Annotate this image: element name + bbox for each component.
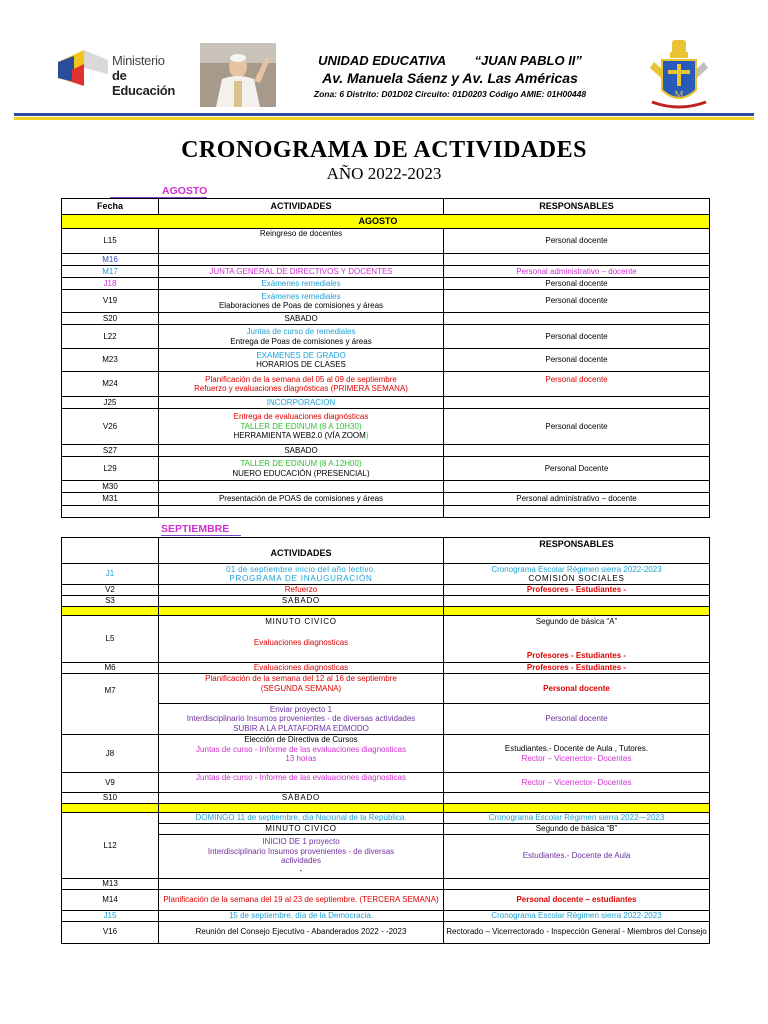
- responsible-cell: Personal administrativo – docente: [444, 493, 710, 506]
- agosto-table: [61, 198, 710, 518]
- fecha-cell: M24: [62, 372, 159, 397]
- activity-cell: Refuerzo: [159, 585, 444, 596]
- activity-cell: [159, 349, 444, 372]
- activity-cell: JUNTA GENERAL DE DIRECTIVOS Y DOCENTES: [159, 266, 444, 278]
- table-row: [62, 313, 710, 325]
- separator-cell: [444, 804, 710, 813]
- pope-photo: [200, 43, 276, 107]
- header-divider-yellow: [14, 117, 754, 120]
- fecha-cell: M31: [62, 493, 159, 506]
- fecha-cell: M13: [62, 878, 159, 889]
- responsible-cell: Estudiantes.- Docente de Aula: [444, 834, 710, 878]
- activity-text: TALLER DE EDINUM (8 A 12H00): [240, 459, 362, 468]
- activity-cell: SABADO: [159, 596, 444, 607]
- table-row: [62, 635, 710, 663]
- responsible-cell: Personal docente: [444, 325, 710, 349]
- responsible-text: Rector – Vicerrector- Docentes: [521, 753, 632, 763]
- responsible-cell: [444, 735, 710, 773]
- responsible-cell: Segundo de básica “B”: [444, 824, 710, 835]
- responsible-cell: Segundo de básica “A”: [444, 616, 710, 635]
- col-responsables: RESPONSABLES: [444, 199, 710, 215]
- separator-cell: [62, 804, 159, 813]
- responsible-cell: Personal docente – estudiantes: [444, 889, 710, 910]
- activity-cell: Exámenes remediales: [159, 278, 444, 290]
- responsible-cell: Personal docente: [444, 290, 710, 313]
- table-row: [62, 596, 710, 607]
- responsible-cell: Cronograma Escolar Régimen sierra 2022—2023: [444, 813, 710, 824]
- ministry-logo-icon: [58, 48, 110, 88]
- responsible-cell: Profesores - Estudiantes -: [444, 663, 710, 674]
- table-row: [62, 409, 710, 445]
- activity-cell: INCORPORACION: [159, 397, 444, 409]
- table-row: [62, 674, 710, 704]
- activity-cell: SABADO: [159, 445, 444, 457]
- fecha-cell: S3: [62, 596, 159, 607]
- activity-cell: Presentación de POAS de comisiones y áreas: [159, 493, 444, 506]
- activity-text: Entrega de Poas de comisiones y áreas: [230, 336, 372, 346]
- septiembre-header-row: [62, 538, 710, 564]
- fecha-cell: M16: [62, 254, 159, 266]
- table-row: [62, 493, 710, 506]
- fecha-cell: V26: [62, 409, 159, 445]
- responsible-cell: Profesores - Estudiantes -: [444, 635, 710, 663]
- table-row: [62, 254, 710, 266]
- activity-cell: SÁBADO: [159, 793, 444, 804]
- empty-cell: [444, 506, 710, 518]
- table-row: [62, 372, 710, 397]
- table-row: [62, 735, 710, 773]
- activity-cell: [159, 834, 444, 878]
- responsible-cell: Personal administrativo – docente: [444, 266, 710, 278]
- activity-text: NUERO EDUCACIÓN (PRESENCIAL): [232, 468, 370, 478]
- responsible-cell: Cronograma Escolar Régimen sierra 2022-2023: [444, 910, 710, 921]
- activity-cell: SABADO: [159, 313, 444, 325]
- activity-cell: [159, 457, 444, 481]
- col-actividades: ACTIVIDADES: [159, 538, 444, 564]
- agosto-label-text: AGOSTO: [110, 185, 207, 198]
- activity-cell: Reunión del Consejo Ejecutivo - Abanderados 2022 - -2023: [159, 921, 444, 943]
- activity-text: (SEGUNDA SEMANA): [260, 683, 342, 693]
- fecha-cell: M17: [62, 266, 159, 278]
- activity-cell: [159, 704, 444, 735]
- activity-text: Juntas de curso - Informe de las evaluaciones diagnosticas: [196, 744, 406, 754]
- fecha-cell: J25: [62, 397, 159, 409]
- fecha-cell: L15: [62, 229, 159, 254]
- activity-text: Interdisciplinario Insumos provenientes - de diversas: [207, 846, 395, 856]
- activity-text: 01 de septiembre inicio del año lectivo.: [226, 564, 376, 574]
- fecha-cell: V19: [62, 290, 159, 313]
- table-row: [62, 290, 710, 313]
- fecha-cell: V16: [62, 921, 159, 943]
- activity-cell: MINUTO CIVICO: [159, 824, 444, 835]
- responsible-cell: Personal docente: [444, 229, 710, 254]
- activity-text: Planificación de la semana del 12 al 16 de septiembre: [205, 674, 397, 683]
- col-fecha: Fecha: [62, 199, 159, 215]
- activity-cell: [159, 878, 444, 889]
- agosto-band: AGOSTO: [159, 215, 710, 229]
- activity-text: 13 horas: [285, 754, 317, 763]
- separator-cell: [159, 607, 444, 616]
- fecha-cell: L29: [62, 457, 159, 481]
- table-row: [62, 585, 710, 596]
- table-row: [62, 793, 710, 804]
- activity-text: Elección de Directiva de Cursos: [244, 735, 358, 744]
- responsible-cell: [444, 481, 710, 493]
- table-row: [62, 325, 710, 349]
- ministry-line-2: de Educación: [112, 68, 176, 98]
- activity-text: SUBIR A LA PLATAFORMA EDMODO: [233, 723, 369, 733]
- ministry-logo-text: [112, 53, 188, 98]
- activity-cell: [159, 674, 444, 704]
- activity-cell: DOMINGO 11 de septiembre, día Nacional de la República.: [159, 813, 444, 824]
- activity-text: Elaboraciones de Poas de comisiones y áreas: [218, 301, 384, 310]
- pope-photo-icon: [200, 43, 276, 107]
- responsible-text: Estudiantes.- Docente de Aula , Tutores.: [504, 744, 649, 753]
- table-row: [62, 564, 710, 585]
- septiembre-label-text: SEPTIEMBRE: [161, 523, 241, 536]
- table-row: [62, 663, 710, 674]
- activity-text: EXAMENES DE GRADO: [256, 350, 346, 360]
- activity-text: Exámenes remediales: [261, 291, 341, 301]
- fecha-cell: J15: [62, 910, 159, 921]
- col-actividades: ACTIVIDADES: [159, 199, 444, 215]
- septiembre-table: [61, 537, 710, 944]
- activity-cell: [159, 409, 444, 445]
- responsible-cell: Personal Docente: [444, 457, 710, 481]
- empty-cell: [159, 506, 444, 518]
- fecha-cell: J1: [62, 564, 159, 585]
- responsible-text: Cronograma Escolar Régimen sierra 2022-2023: [491, 564, 662, 574]
- responsible-text: COMISIÓN SOCIALES: [528, 574, 625, 583]
- band-cell-left: [62, 215, 159, 229]
- col-fecha-empty: [62, 538, 159, 564]
- responsible-cell: Personal docente: [444, 409, 710, 445]
- fecha-cell: S20: [62, 313, 159, 325]
- activity-cell: [159, 564, 444, 585]
- table-row: [62, 349, 710, 372]
- table-row: [62, 704, 710, 735]
- activity-cell: [159, 229, 444, 254]
- activity-text: Refuerzo y evaluaciones diagnósticas (PRIMERA SEMANA): [194, 384, 408, 393]
- activity-cell: Juntas de curso - Informe de las evaluaciones diagnosticas: [159, 773, 444, 793]
- ministry-logo: [58, 48, 188, 98]
- fecha-cell: L12: [62, 813, 159, 879]
- table-row: [62, 445, 710, 457]
- table-row: [62, 834, 710, 878]
- separator-cell: [62, 607, 159, 616]
- empty-cell: [62, 506, 159, 518]
- activity-cell: [159, 254, 444, 266]
- school-name: UNIDAD EDUCATIVA “JUAN PABLO II”: [318, 53, 582, 68]
- activity-text: Reingreso de docentes: [259, 229, 343, 238]
- activity-text: HORARIOS DE CLASES: [256, 360, 346, 369]
- table-row: [62, 481, 710, 493]
- activity-text: Planificación de la semana del 05 al 09 de septiembre: [205, 374, 397, 384]
- responsible-cell: [444, 445, 710, 457]
- responsible-cell: [444, 793, 710, 804]
- responsible-cell: Rectorado – Vicerrectorado - Inspección General - Miembros del Consejo: [444, 921, 710, 943]
- table-row: [62, 457, 710, 481]
- activity-text: -: [299, 865, 303, 875]
- responsible-cell: [444, 878, 710, 889]
- fecha-cell: V9: [62, 773, 159, 793]
- table-row: [62, 773, 710, 793]
- activity-cell: 15 de septiembre, día de la Democracia.: [159, 910, 444, 921]
- separator-cell: [444, 607, 710, 616]
- table-row: [62, 824, 710, 835]
- fecha-cell: J8: [62, 735, 159, 773]
- fecha-cell: M7: [62, 674, 159, 735]
- agosto-header-row: [62, 199, 710, 215]
- activity-text: Entrega de evaluaciones diagnósticas: [233, 412, 369, 422]
- activity-text: Enviar proyecto 1: [269, 704, 333, 714]
- responsible-cell: Personal docente: [444, 349, 710, 372]
- activity-text: PROGRAMA DE INAUGURACIÓN: [229, 574, 373, 583]
- activity-text: INICIO DE 1 proyecto: [262, 837, 340, 846]
- activity-cell: [159, 325, 444, 349]
- responsible-cell: Personal docente: [444, 372, 710, 397]
- col-responsables: RESPONSABLES: [444, 538, 710, 564]
- activity-cell: Evaluaciones diagnosticas: [159, 663, 444, 674]
- activity-text: Interdisciplinario Insumos provenientes - de diversas actividades: [186, 714, 416, 724]
- school-info: [290, 52, 610, 100]
- fecha-cell: L5: [62, 616, 159, 663]
- activity-cell: [159, 481, 444, 493]
- yellow-separator-row: [62, 804, 710, 813]
- table-row: [62, 616, 710, 635]
- document-header: [0, 0, 768, 124]
- fecha-cell: L22: [62, 325, 159, 349]
- school-address: Av. Manuela Sáenz y Av. Las Américas: [322, 70, 578, 86]
- fecha-cell: M30: [62, 481, 159, 493]
- activity-text: Juntas de curso de remediales: [246, 327, 356, 336]
- responsible-cell: Personal docente: [444, 278, 710, 290]
- papal-crest-icon: [648, 40, 710, 112]
- page-year: AÑO 2022-2023: [326, 164, 442, 183]
- agosto-band-row: [62, 215, 710, 229]
- responsible-cell: Rector – Vicerrector- Docentes: [444, 773, 710, 793]
- fecha-cell: S27: [62, 445, 159, 457]
- activity-cell: [159, 290, 444, 313]
- month-label-septiembre: [161, 523, 241, 536]
- activity-text: HERRAMIENTA WEB2.0 (VÍA ZOOM: [233, 431, 366, 441]
- table-row: [62, 921, 710, 943]
- table-row-empty: [62, 506, 710, 518]
- table-row: [62, 878, 710, 889]
- responsible-cell: [444, 596, 710, 607]
- table-row: [62, 266, 710, 278]
- fecha-cell: S10: [62, 793, 159, 804]
- svg-text:M: M: [674, 91, 684, 101]
- responsible-cell: Personal docente: [444, 704, 710, 735]
- responsible-cell: [444, 254, 710, 266]
- activity-text: actividades: [280, 856, 322, 865]
- fecha-cell: V2: [62, 585, 159, 596]
- activity-cell: Evaluaciones diagnosticas: [159, 635, 444, 663]
- fecha-cell: M23: [62, 349, 159, 372]
- activity-cell: [159, 372, 444, 397]
- activity-cell: [159, 735, 444, 773]
- yellow-separator-row: [62, 607, 710, 616]
- month-label-agosto: [110, 185, 207, 198]
- school-codes: Zona: 6 Distrito: D01D02 Circuito: 01D0203 Código AMIE: 01H00448: [313, 89, 587, 99]
- activity-text: TALLER DE EDINUM (8 A 10H30): [240, 421, 362, 431]
- activity-cell: MINUTO CIVICO: [159, 616, 444, 635]
- separator-cell: [159, 804, 444, 813]
- table-row: [62, 229, 710, 254]
- header-divider-blue: [14, 113, 754, 116]
- activity-text: ): [365, 431, 369, 441]
- responsible-cell: Profesores - Estudiantes -: [444, 585, 710, 596]
- responsible-cell: [444, 564, 710, 585]
- activity-cell: Planificación de la semana del 19 al 23 de septiembre. (TERCERA SEMANA): [159, 889, 444, 910]
- page-title: CRONOGRAMA DE ACTIVIDADES: [181, 137, 587, 163]
- ministry-line-1: Ministerio: [112, 53, 165, 68]
- fecha-cell: M6: [62, 663, 159, 674]
- table-row: [62, 278, 710, 290]
- fecha-cell: J18: [62, 278, 159, 290]
- table-row: [62, 813, 710, 824]
- responsible-cell: [444, 397, 710, 409]
- table-row: [62, 889, 710, 910]
- responsible-cell: [444, 313, 710, 325]
- table-row: [62, 910, 710, 921]
- responsible-cell: Personal docente: [444, 674, 710, 704]
- fecha-cell: M14: [62, 889, 159, 910]
- table-row: [62, 397, 710, 409]
